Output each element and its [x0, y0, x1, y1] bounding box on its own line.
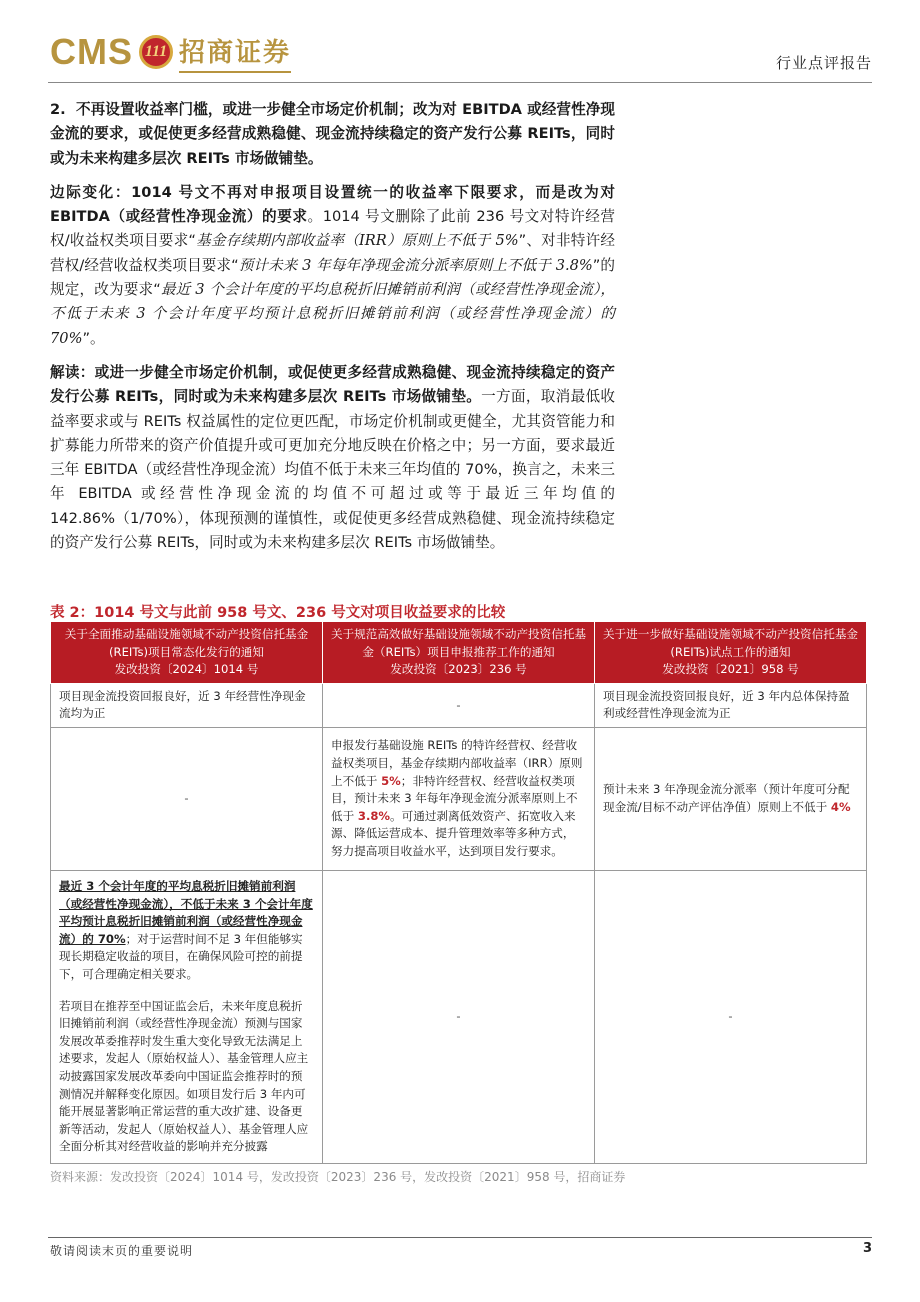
row2-236-text-c: 。可通过剥离低效资产、拓宽收入来源、降低运营成本、提升管理效率等多种方式，努力提高项目收益水平，达到项目发行要求。 [331, 808, 576, 858]
row2-236-text-b: ；非特许经营权、经营收益权类项目，预计未来 3 年每年净现金流分派率原则上不低于 [331, 773, 578, 823]
row2-958-cell [595, 727, 867, 870]
header-divider [48, 82, 872, 83]
logo-cms-text: CMS [50, 31, 133, 72]
report-type: 行业点评报告 [775, 54, 872, 72]
row3-236-cell: - [323, 870, 595, 1163]
row3-1014-cell [51, 870, 323, 1163]
row2-1014-cell: - [51, 727, 323, 870]
footer-disclaimer: 敬请阅读末页的重要说明 [50, 1244, 194, 1258]
header-1014-title: 关于全面推动基础设施领域不动产投资信托基金(REITs)项目常态化发行的通知 [64, 627, 309, 659]
table-row [51, 870, 867, 1163]
row2-236-cell [323, 727, 595, 870]
row1-958-cell: 项目现金流投资回报良好，近 3 年内总体保持盈利或经营性净现金流为正 [595, 683, 867, 727]
section-number: 2. [50, 101, 66, 118]
body-content [50, 98, 615, 565]
row1-236-cell: - [323, 683, 595, 727]
quote-ebitda: 最近 3 个会计年度的平均息税折旧摊销前利润（或经营性净现金流），不低于未来 3 个会计年度平均预计息税折旧摊销前利润（或经营性净现金流）的 70% [50, 281, 616, 347]
table-row [51, 727, 867, 870]
comparison-table [50, 621, 867, 1164]
distribution-threshold-value: 3.8% [357, 808, 391, 823]
header-236-title: 关于规范高效做好基础设施领域不动产投资信托基金（REITs）项目申报推荐工作的通知 [330, 627, 587, 659]
header-958-title: 关于进一步做好基础设施领域不动产投资信托基金(REITs)试点工作的通知 [602, 627, 859, 659]
row3-958-cell: - [595, 870, 867, 1163]
row2-236-text-a: 申报发行基础设施 REITs 的特许经营权、经营收益权类项目，基金存续期内部收益率（IRR）原则上不低于 [331, 738, 583, 788]
header-1014 [51, 622, 323, 684]
margin-change-paragraph [50, 181, 615, 351]
irr-threshold-value: 5% [381, 773, 401, 788]
header-236-docno: 发改投资〔2023〕236 号 [390, 662, 527, 677]
quote-distribution: 预计未来 3 年每年净现金流分派率原则上不低于 3.8% [238, 256, 593, 274]
row2-958-text: 预计未来 3 年净现金流分派率（预计年度可分配现金流/目标不动产评估净值）原则上不低于 [603, 782, 850, 814]
margin-change-text-1: 。1014 号文删除了此前 236 号文对特许经营权/收益权类项目要求“ [50, 208, 615, 250]
header-958-docno: 发改投资〔2021〕958 号 [662, 662, 799, 677]
section-heading [50, 98, 615, 171]
margin-change-text-3: ”的规定，改为要求“ [50, 256, 616, 299]
row3-1014-text-a: ；对于运营时间不足 3 年但能够实现长期稳定收益的项目，在确保风险可控的前提下，可合理确定相关要求。 [59, 931, 303, 981]
interpretation-lead: 或进一步健全市场定价机制，或促使更多经营成熟稳健、现金流持续稳定的资产发行公募 REITs，同时或为未来构建多层次 REITs 市场做铺垫。 [50, 363, 615, 406]
row1-1014-cell: 项目现金流投资回报良好，近 3 年经营性净现金流均为正 [51, 683, 323, 727]
logo-badge-icon: 111 [139, 35, 173, 69]
margin-change-lead: 1014 号文不再对申报项目设置统一的收益率下限要求，而是改为对 EBITDA（或经营性净现金流）的要求 [50, 183, 615, 226]
row3-1014-key-requirement: 最近 3 个会计年度的平均息税折旧摊销前利润（或经营性净现金流），不低于未来 3 个会计年度平均预计息税折旧摊销前利润（或经营性净现金流）的 70% [59, 879, 313, 946]
header-236 [323, 622, 595, 684]
margin-change-text-2: ”、对非特许经营权/经营收益权类项目要求“ [50, 232, 615, 274]
quote-irr: 基金存续期内部收益率（IRR）原则上不低于 5% [195, 232, 519, 250]
table-header-row [51, 622, 867, 684]
distribution-958-value: 4% [830, 799, 851, 814]
margin-change-text-4: ”。 [82, 329, 105, 347]
interpretation-paragraph [50, 361, 615, 555]
header-1014-docno: 发改投资〔2024〕1014 号 [114, 662, 259, 677]
company-logo [50, 30, 291, 74]
margin-change-label: 边际变化： [50, 183, 132, 201]
interpretation-body: 一方面，取消最低收益率要求或与 REITs 权益属性的定位更匹配，市场定价机制或更健全，尤其资管能力和扩募能力所带来的资产价值提升或可更加充分地反映在价格之中；另一方面，要求最近三年 EBITDA（或经营性净现金流）均值不低于未来三年均值的 70%，换言之，未来三年 EBITDA 或经营性净现金流的均值不可超过或等于最近三年均值的 142.86%（1/70%），体现预测的谨慎性，或促使更多经营成熟稳健、现金流持续稳定的资产发行公募 REITs，同时或为未来构建多层次 REITs 市场做铺垫。 [50, 388, 615, 552]
header-958 [595, 622, 867, 684]
section-title: 不再设置收益率门槛，或进一步健全市场定价机制；改为对 EBITDA 或经营性净现金流的要求，或促使更多经营成熟稳健、现金流持续稳定的资产发行公募 REITs，同时或为未来构建多层次 REITs 市场做铺垫。 [50, 101, 615, 167]
footer-divider [48, 1237, 872, 1238]
table-title: 表 2：1014 号文与此前 958 号文、236 号文对项目收益要求的比较 [50, 605, 506, 621]
logo-cn-text: 招商证券 [179, 32, 291, 73]
page-number: 3 [862, 1241, 872, 1256]
interpretation-label: 解读： [50, 363, 95, 381]
table-source: 资料来源：发改投资〔2024〕1014 号，发改投资〔2023〕236 号，发改投资〔2021〕958 号，招商证券 [50, 1170, 626, 1184]
table-row [51, 683, 867, 727]
row3-1014-text-b: 若项目在推荐至中国证监会后，未来年度息税折旧摊销前利润（或经营性净现金流）预测与国家发展改革委推荐时发生重大变化导致无法满足上述要求，发起人（原始权益人）、基金管理人应主动披露国家发展改革委向中国证监会推荐时的预测情况并解释变化原因。如项目发行后 3 年内可能开展显著影响正常运营的重大改扩建、设备更新等活动，发起人（原始权益人）、基金管理人应全面分析其对经营收益的影响并充分披露 [59, 998, 309, 1154]
